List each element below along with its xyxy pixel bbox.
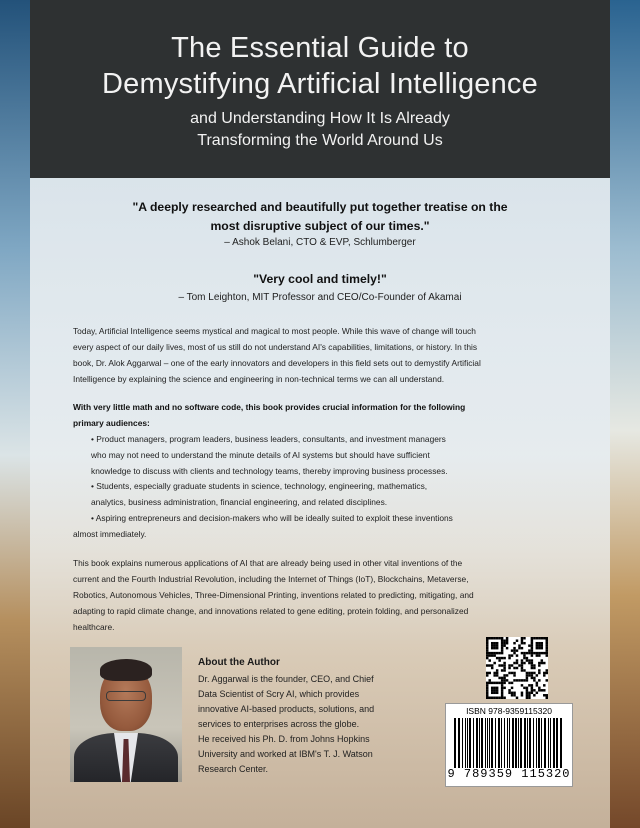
about-line-1: Dr. Aggarwal is the founder, CEO, and Chief	[198, 674, 374, 684]
quote-1	[60, 198, 580, 236]
bullet-3-line-1: • Aspiring entrepreneurs and decision-makers who will be ideally suited to exploit these inventions	[91, 513, 453, 523]
intro-paragraph	[73, 323, 571, 387]
bullet-2-line-1: • Students, especially graduate students in science, technology, engineering, mathematics,	[91, 481, 428, 491]
intro-line-3: book, Dr. Alok Aggarwal – one of the early innovators and developers in this field sets out to demystify Artificial	[73, 358, 481, 368]
qr-code-icon	[486, 637, 548, 699]
audience-heading-line-1: With very little math and no software code, this book provides crucial information for the following	[73, 402, 466, 412]
intro-line-4: Intelligence by explaining the science and engineering in non-technical terms we can all understand.	[73, 374, 445, 384]
applications-line-2: current and the Fourth Industrial Revolution, including the Internet of Things (IoT), Blockchains, Metaverse,	[73, 574, 469, 584]
title-line-2: Demystifying Artificial Intelligence	[102, 68, 538, 100]
book-title	[30, 30, 610, 102]
about-author-heading: About the Author	[198, 657, 280, 668]
applications-line-3: Robotics, Autonomous Vehicles, Three-Dimensional Printing, inventions related to predicting, mitigating, and	[73, 590, 474, 600]
applications-line-4: adapting to rapid climate change, and innovations related to gene editing, protein folding, and personalized	[73, 606, 469, 616]
quote-1-attribution: – Ashok Belani, CTO & EVP, Schlumberger	[224, 237, 416, 248]
applications-line-5: healthcare.	[73, 622, 115, 632]
about-line-4: services to enterprises across the globe.	[198, 719, 360, 729]
about-author-text	[198, 672, 413, 777]
audience-heading	[73, 399, 571, 431]
cover-header	[30, 0, 610, 178]
quote-1-line-1: "A deeply researched and beautifully put together treatise on the	[132, 200, 508, 214]
subtitle-line-1: and Understanding How It Is Already	[190, 110, 450, 127]
bullet-2-line-2: analytics, business administration, financial engineering, and related disciplines.	[91, 497, 388, 507]
applications-paragraph	[73, 555, 571, 635]
isbn-label: ISBN 978-9359115320	[466, 706, 552, 716]
about-line-6: University and worked at IBM's T. J. Watson	[198, 749, 373, 759]
isbn-barcode	[445, 703, 573, 787]
book-subtitle	[30, 108, 610, 152]
about-line-3: innovative AI-based products, solutions, and	[198, 704, 375, 714]
author-photo	[70, 647, 182, 782]
about-line-7: Research Center.	[198, 764, 269, 774]
bullet-3-line-2: almost immediately.	[73, 529, 147, 539]
about-line-5: He received his Ph. D. from Johns Hopkins	[198, 734, 370, 744]
about-line-2: Data Scientist of Scry AI, which provides	[198, 689, 360, 699]
audience-bullet-3-cont	[73, 526, 571, 542]
sky-background-right	[610, 0, 640, 828]
applications-line-1: This book explains numerous applications of AI that are already being used in other vital inventions of the	[73, 558, 463, 568]
audience-heading-line-2: primary audiences:	[73, 418, 150, 428]
quote-2	[60, 270, 580, 289]
audience-bullet-1	[91, 431, 571, 479]
barcode-icon	[454, 718, 564, 768]
subtitle-line-2: Transforming the World Around Us	[197, 132, 443, 149]
bullet-1-line-2: who may not need to understand the minute details of AI systems but should have sufficient	[91, 450, 430, 460]
quote-1-line-2: most disruptive subject of our times."	[210, 219, 430, 233]
audience-bullet-2	[91, 478, 571, 510]
isbn-digits: 9 789359 115320	[447, 767, 571, 781]
hair-shape	[100, 659, 152, 681]
intro-line-2: every aspect of our daily lives, most of us still do not understand AI's capabilities, limitations, or history. In this	[73, 342, 478, 352]
intro-line-1: Today, Artificial Intelligence seems mystical and magical to most people. While this wave of change will touch	[73, 326, 476, 336]
quote-2-line-1: "Very cool and timely!"	[253, 272, 387, 286]
bullet-1-line-3: knowledge to discuss with clients and technology teams, thereby improving business processes.	[91, 466, 448, 476]
bullet-1-line-1: • Product managers, program leaders, business leaders, consultants, and investment managers	[91, 434, 446, 444]
quote-2-attribution: – Tom Leighton, MIT Professor and CEO/Co-Founder of Akamai	[178, 292, 462, 303]
title-line-1: The Essential Guide to	[171, 32, 469, 64]
audience-bullet-3	[91, 510, 571, 526]
sky-background-left	[0, 0, 30, 828]
glasses-shape	[106, 691, 146, 701]
